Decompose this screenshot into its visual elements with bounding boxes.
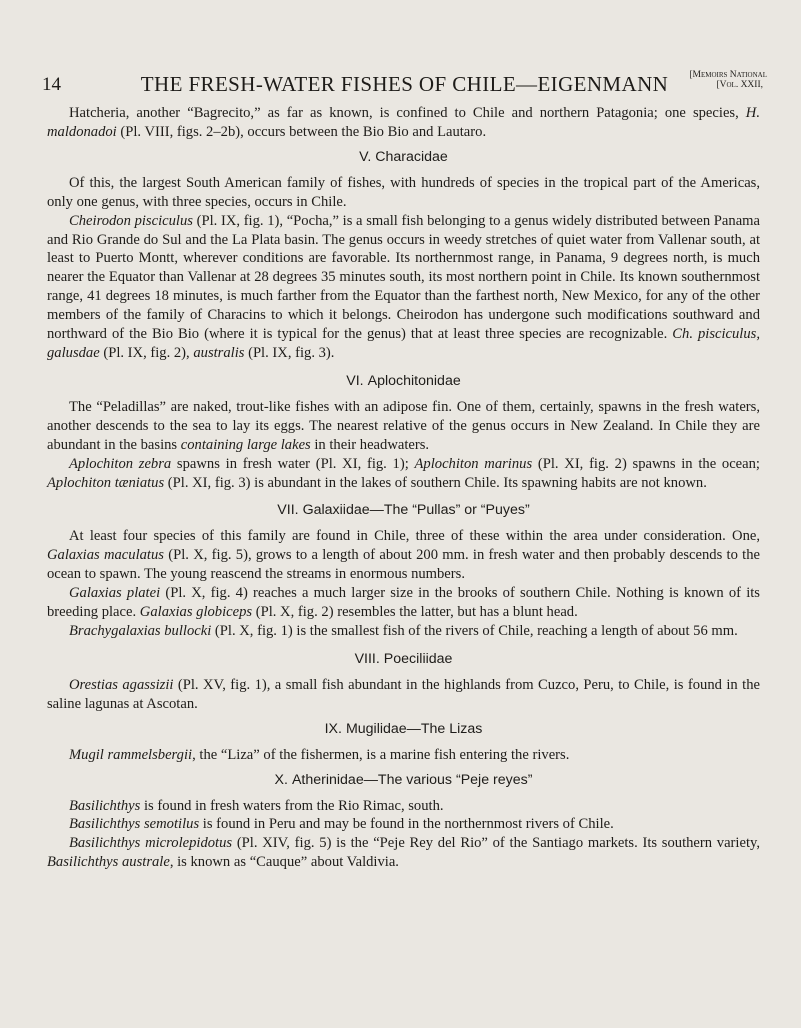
paragraph — [47, 104, 760, 142]
italic-run: Basilichthys microlepidotus — [69, 835, 233, 852]
italic-run: Galaxias globiceps — [139, 604, 253, 621]
section-title: Atherinidae—The various “Peje reyes” — [291, 771, 533, 788]
section-number: V. — [359, 148, 372, 165]
page-header — [42, 68, 767, 98]
section-title: Galaxiidae—The “Pullas” or “Puyes” — [302, 502, 530, 519]
italic-run: Aplochiton marinus — [414, 455, 533, 472]
section-title: Mugilidae—The Lizas — [345, 720, 483, 737]
article-body — [47, 104, 760, 872]
italic-run: Basilichthys — [69, 797, 141, 814]
text-run: (Pl. IX, fig. 3). — [244, 344, 335, 361]
text-run: (Pl. X, fig. 2) resembles the latter, but has a blunt head. — [252, 604, 578, 621]
italic-run: Galaxias maculatus — [47, 547, 164, 564]
paragraph — [47, 622, 760, 641]
paragraph — [47, 584, 760, 622]
italic-run: Ch. pisciculus, galusdae — [47, 326, 760, 361]
series-note — [689, 70, 767, 90]
italic-run: H. maldonadoi — [47, 105, 760, 140]
text-run: (Pl. IX, fig. 2), — [99, 344, 194, 361]
italic-run: Orestias agassizii — [69, 676, 174, 693]
paragraph — [47, 212, 760, 363]
text-run: At least four species of this family are found in Chile, three of these within the area under consideration. One, — [69, 528, 760, 545]
italic-run: Brachygalaxias bullocki — [69, 622, 212, 639]
text-run: Of this, the largest South American family of fishes, with hundreds of species in the tropical part of the Americas, only one genus, with three species, occurs in Chile. — [47, 174, 760, 210]
italic-run: Basilichthys semotilus — [69, 816, 200, 833]
italic-run: containing large lakes — [180, 436, 311, 453]
paragraph — [47, 815, 760, 834]
italic-run: Aplochiton zebra — [69, 455, 172, 472]
section-heading — [47, 148, 760, 166]
section-heading — [47, 771, 760, 789]
section-number: VIII. — [354, 650, 380, 667]
section-number: VII. — [277, 502, 299, 519]
paragraph — [47, 797, 760, 816]
paragraph — [47, 746, 760, 765]
text-run: (Pl. XI, fig. 2) spawns in the ocean; — [532, 455, 760, 472]
paragraph — [47, 676, 760, 714]
section-heading — [47, 372, 760, 390]
section-number: X. — [274, 771, 288, 788]
text-run: (Pl. X, fig. 1) is the smallest fish of the rivers of Chile, reaching a length of about 56 mm. — [211, 622, 738, 639]
text-run: is found in fresh waters from the Rio Rimac, south. — [140, 797, 444, 814]
paragraph — [47, 834, 760, 872]
text-run: (Pl. X, fig. 5), grows to a length of about 200 mm. in fresh water and then probably descends to the ocean to spawn. The young reascend the streams in enormous numbers. — [47, 547, 760, 583]
paragraph — [47, 398, 760, 455]
paragraph — [47, 174, 760, 212]
section-title: Characidae — [375, 148, 448, 165]
text-run: The “Peladillas” are naked, trout-like fishes with an adipose fin. One of them, certainly, spawns in the fresh waters, another descends to the sea to lay its eggs. The nearest relative of the genus occurs in New Zealand. In Chile they are abundant in the basins — [47, 398, 760, 453]
text-run: , is known as “Cauque” about Valdivia. — [169, 854, 399, 871]
section-number: VI. — [346, 372, 364, 389]
text-run: (Pl. X, fig. 4) reaches a much larger size in the brooks of southern Chile. Nothing is known of its breeding place. — [47, 585, 760, 621]
section-heading — [47, 501, 760, 519]
italic-run: Basilichthys australe — [47, 854, 170, 871]
paragraph — [47, 527, 760, 584]
text-run: (Pl. XV, fig. 1), a small fish abundant in the highlands from Cuzco, Peru, to Chile, is found in the saline lagunas at Ascotan. — [47, 676, 760, 712]
series-note-line-2: [Vol. XXII, — [716, 80, 763, 90]
italic-run: Aplochiton tæniatus — [47, 474, 165, 491]
text-run: spawns in fresh water (Pl. XI, fig. 1); — [171, 455, 415, 472]
section-title: Poeciliidae — [383, 650, 453, 667]
text-run: (Pl. VIII, figs. 2–2b), occurs between the Bio Bio and Lautaro. — [116, 123, 487, 140]
series-note-line-1: [Memoirs National — [689, 70, 767, 80]
running-title: THE FRESH-WATER FISHES OF CHILE—EIGENMANN — [140, 72, 669, 96]
section-number: IX. — [324, 720, 342, 737]
text-run: (Pl. IX, fig. 1), “Pocha,” is a small fish belonging to a genus widely distributed between Panama and Rio Grande do Sul and the La Plata basin. The genus occurs in weedy stretches of quiet water from Vallenar south, at least to Puerto Montt, wherever conditions are favorable. Its northernmost range, in Panama, 9 degrees north, is much nearer the Equator than Vallenar at 28 degrees 35 minutes south, its most northern point in Chile. Its known southernmost range, 41 degrees 18 minutes, is much farther from the Equator than the farthest north, New Mexico, for any of the other members of the family of Characins to which it belongs. Cheirodon has undergone such modifications southward and northward of the Bio Bio (where it is typical for the genus) that at least three species are recognizable. — [47, 212, 761, 343]
text-run: (Pl. XI, fig. 3) is abundant in the lakes of southern Chile. Its spawning habits are not known. — [164, 474, 707, 491]
paragraph — [47, 455, 760, 493]
italic-run: australis — [193, 344, 245, 361]
section-title: Aplochitonidae — [367, 372, 461, 389]
text-run: Hatcheria, another “Bagrecito,” as far as known, is confined to Chile and northern Patagonia; one species, — [69, 105, 746, 121]
italic-run: Cheirodon pisciculus — [69, 212, 193, 229]
section-heading — [47, 720, 760, 738]
page-number: 14 — [42, 74, 61, 95]
text-run: (Pl. XIV, fig. 5) is the “Peje Rey del Rio” of the Santiago markets. Its southern variety, — [232, 835, 761, 852]
italic-run: Mugil rammelsbergii — [69, 746, 193, 763]
text-run: is found in Peru and may be found in the northernmost rivers of Chile. — [199, 816, 614, 833]
text-run: in their headwaters. — [310, 436, 430, 453]
section-heading — [47, 650, 760, 668]
text-run: , the “Liza” of the fishermen, is a marine fish entering the rivers. — [192, 746, 570, 763]
italic-run: Galaxias platei — [69, 585, 161, 602]
